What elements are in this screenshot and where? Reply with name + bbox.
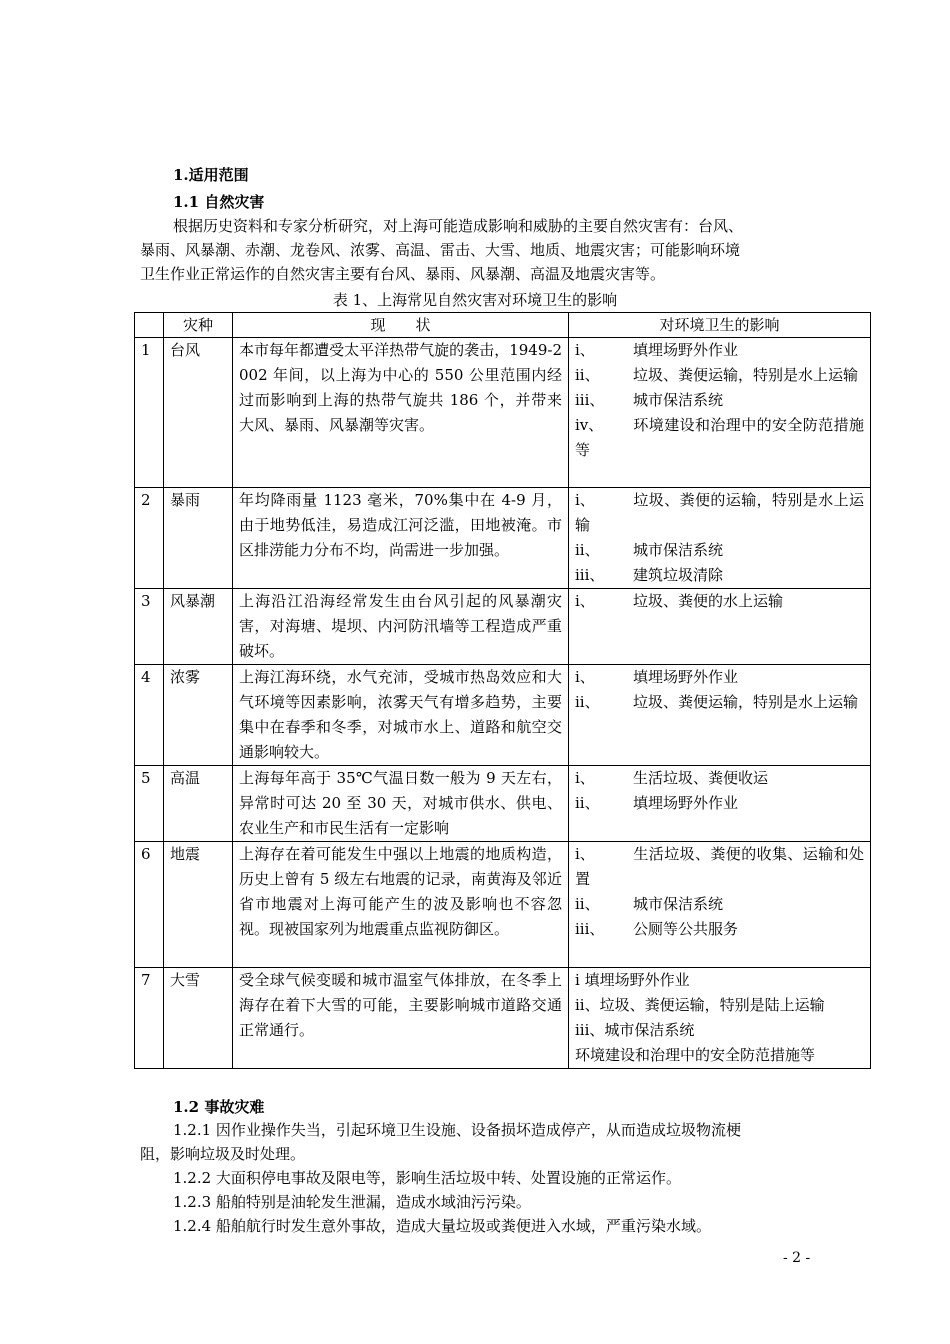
- impact-list: [569, 338, 871, 488]
- impact-item: 环境建设和治理中的安全防范措施等: [575, 1046, 816, 1064]
- accident-line: 1.2.4 船舶航行时发生意外事故，造成大量垃圾或粪便进入水域，严重污染水域。: [173, 1217, 711, 1235]
- row-number: 6: [135, 842, 164, 968]
- impact-item: ii、 城市保洁系统: [575, 895, 724, 913]
- accident-line: 1.2.2 大面积停电事故及限电等，影响生活垃圾中转、处置设施的正常运作。: [173, 1169, 681, 1187]
- table-caption: 表 1、上海常见自然灾害对环境卫生的影响: [332, 291, 618, 309]
- impact-item: ii、 垃圾、粪便运输，特别是水上运输: [575, 693, 859, 711]
- impact-item: ii、垃圾、粪便运输，特别是陆上运输: [575, 996, 825, 1014]
- impact-item: ii、 填埋场野外作业: [575, 794, 739, 812]
- table-row: [135, 766, 871, 842]
- impact-item: iv、 环境建设和治理中的安全防范措施等: [575, 416, 864, 459]
- disaster-description: 本市每年都遭受太平洋热带气旋的袭击，1949-2002 年间，以上海为中心的 550 公里范围内经过而影响到上海的热带气旋共 186 个，并带来大风、暴雨、风暴潮等灾害。: [233, 338, 569, 488]
- table-row: [135, 968, 871, 1069]
- disaster-name: 大雪: [164, 968, 233, 1069]
- table-row: [135, 488, 871, 589]
- disaster-name: 暴雨: [164, 488, 233, 589]
- impact-item: iii、城市保洁系统: [575, 1021, 695, 1039]
- header-type: 灾种: [164, 313, 233, 338]
- row-number: 2: [135, 488, 164, 589]
- impact-item: i 填埋场野外作业: [575, 971, 690, 989]
- impact-item: iii、 城市保洁系统: [575, 391, 724, 409]
- row-number: 1: [135, 338, 164, 488]
- intro-line: 暴雨、风暴潮、赤潮、龙卷风、浓雾、高温、雷击、大雪、地质、地震灾害；可能影响环境: [140, 241, 741, 259]
- section-heading-1: 1.适用范围: [173, 166, 249, 184]
- table-header-row: [135, 313, 871, 338]
- impact-item: i、 填埋场野外作业: [575, 668, 739, 686]
- impact-item: i、 生活垃圾、粪便收运: [575, 769, 769, 787]
- row-number: 3: [135, 589, 164, 665]
- disaster-description: 上海每年高于 35℃气温日数一般为 9 天左右，异常时可达 20 至 30 天，对城市供水、供电、农业生产和市民生活有一定影响: [233, 766, 569, 842]
- disaster-name: 浓雾: [164, 665, 233, 766]
- table-row: [135, 842, 871, 968]
- impact-item: i、 生活垃圾、粪便的收集、运输和处置: [575, 845, 864, 888]
- impact-item: iii、 建筑垃圾清除: [575, 566, 724, 584]
- accident-list: [140, 1118, 830, 1238]
- impact-list: [569, 589, 871, 665]
- impact-list: [569, 488, 871, 589]
- disaster-name: 台风: [164, 338, 233, 488]
- disaster-name: 地震: [164, 842, 233, 968]
- impact-item: iii、 公厕等公共服务: [575, 920, 739, 938]
- header-impact: 对环境卫生的影响: [569, 313, 871, 338]
- intro-line: 根据历史资料和专家分析研究，对上海可能造成影响和威胁的主要自然灾害有：台风、: [173, 217, 744, 235]
- table-row: [135, 338, 871, 488]
- disaster-name: 高温: [164, 766, 233, 842]
- section-heading-1-1: 1.1 自然灾害: [173, 193, 265, 211]
- disaster-description: 上海沿江沿海经常发生由台风引起的风暴潮灾害，对海塘、堤坝、内河防汛墙等工程造成严重破坏。: [233, 589, 569, 665]
- accident-line: 阻，影响垃圾及时处理。: [140, 1145, 306, 1163]
- accident-line: 1.2.1 因作业操作失当，引起环境卫生设施、设备损坏造成停产，从而造成垃圾物流梗: [173, 1121, 741, 1139]
- header-index: [135, 313, 164, 338]
- intro-line: 卫生作业正常运作的自然灾害主要有台风、暴雨、风暴潮、高温及地震灾害等。: [140, 265, 666, 283]
- header-status: 现 状: [233, 313, 569, 338]
- intro-paragraph: [140, 214, 820, 286]
- row-number: 4: [135, 665, 164, 766]
- disaster-description: 上海存在着可能发生中强以上地震的地质构造，历史上曾有 5 级左右地震的记录，南黄海及邻近省市地震对上海可能产生的波及影响也不容忽视。现被国家列为地震重点监视防御区。: [233, 842, 569, 968]
- table-row: [135, 589, 871, 665]
- disaster-name: 风暴潮: [164, 589, 233, 665]
- impact-item: ii、 城市保洁系统: [575, 541, 724, 559]
- impact-item: i、 垃圾、粪便的运输，特别是水上运输: [575, 491, 864, 534]
- section-heading-1-2: 1.2 事故灾难: [173, 1098, 265, 1116]
- impact-list: [569, 968, 871, 1069]
- impact-item: i、 填埋场野外作业: [575, 341, 739, 359]
- accident-line: 1.2.3 船舶特别是油轮发生泄漏，造成水域油污污染。: [173, 1193, 531, 1211]
- row-number: 7: [135, 968, 164, 1069]
- disaster-description: 受全球气候变暖和城市温室气体排放，在冬季上海存在着下大雪的可能，主要影响城市道路交通正常通行。: [233, 968, 569, 1069]
- page-number: - 2 -: [783, 1250, 811, 1266]
- table-row: [135, 665, 871, 766]
- impact-list: [569, 766, 871, 842]
- disaster-description: 年均降雨量 1123 毫米，70%集中在 4-9 月，由于地势低洼，易造成江河泛滥，田地被淹。市区排涝能力分布不均，尚需进一步加强。: [233, 488, 569, 589]
- disaster-description: 上海江海环绕，水气充沛，受城市热岛效应和大气环境等因素影响，浓雾天气有增多趋势，主要集中在春季和冬季，对城市水上、道路和航空交通影响较大。: [233, 665, 569, 766]
- impact-item: i、 垃圾、粪便的水上运输: [575, 592, 784, 610]
- impact-list: [569, 842, 871, 968]
- impact-item: ii、 垃圾、粪便运输，特别是水上运输: [575, 366, 859, 384]
- disaster-table: [134, 312, 871, 1069]
- row-number: 5: [135, 766, 164, 842]
- impact-list: [569, 665, 871, 766]
